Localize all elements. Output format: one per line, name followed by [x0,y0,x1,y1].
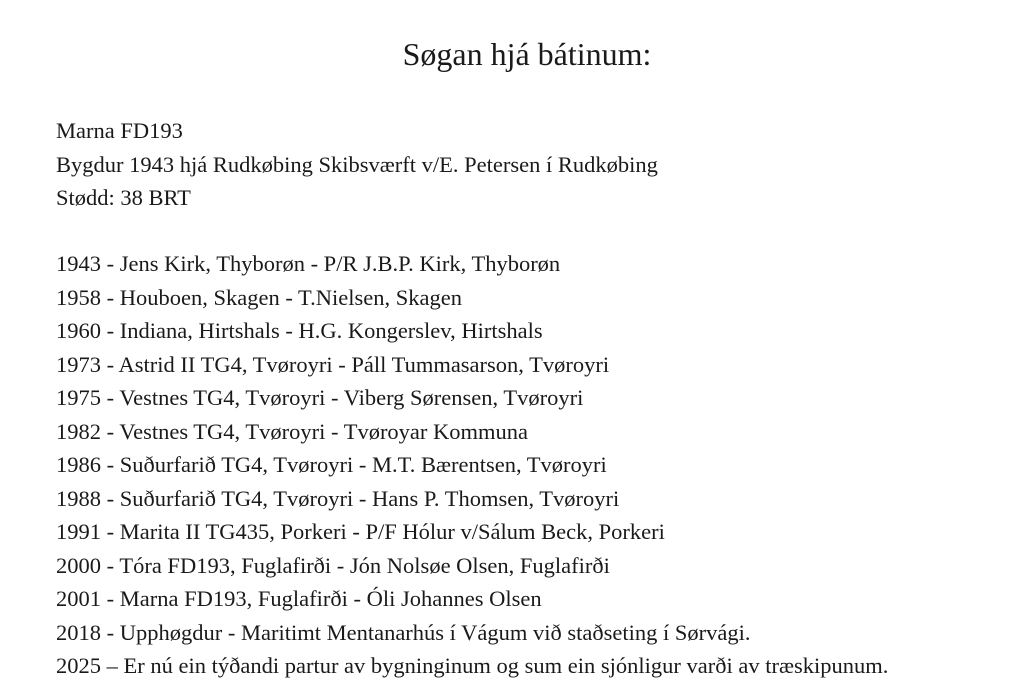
history-entry: 2025 – Er nú ein týðandi partur av bygninginum og sum ein sjónligur varði av træskipunum. [56,653,889,678]
history-entry: 1986 - Suðurfarið TG4, Tvøroyri - M.T. Bærentsen, Tvøroyri [56,452,607,477]
history-entry: 2018 - Upphøgdur - Maritimt Mentanarhús í Vágum við staðseting í Sørvági. [56,619,751,645]
boat-size: Stødd: 38 BRT [56,185,191,210]
history-entry: 2001 - Marna FD193, Fuglafirði - Óli Johannes Olsen [56,586,542,611]
history-entry: 1960 - Indiana, Hirtshals - H.G. Kongerslev, Hirtshals [56,318,543,343]
history-entry: 1943 - Jens Kirk, Thyborøn - P/R J.B.P. Kirk, Thyborøn [56,251,561,276]
ownership-history [56,247,888,683]
history-entry: 1982 - Vestnes TG4, Tvøroyri - Tvøroyar Kommuna [56,418,529,444]
history-entry: 2000 - Tóra FD193, Fuglafirði - Jón Nolsøe Olsen, Fuglafirði [56,552,610,578]
boat-info [56,114,658,215]
boat-build-info: Bygdur 1943 hjá Rudkøbing Skibsværft v/E. Petersen í Rudkøbing [56,151,658,177]
history-entry: 1958 - Houboen, Skagen - T.Nielsen, Skagen [56,284,462,310]
boat-name: Marna FD193 [56,118,183,143]
page-title: Søgan hjá bátinum: [402,36,652,72]
history-entry: 1991 - Marita II TG435, Porkeri - P/F Hólur v/Sálum Beck, Porkeri [56,519,665,544]
history-entry: 1973 - Astrid II TG4, Tvøroyri - Páll Tummasarson, Tvøroyri [56,351,610,377]
history-entry: 1988 - Suðurfarið TG4, Tvøroyri - Hans P. Thomsen, Tvøroyri [56,485,620,511]
history-entry: 1975 - Vestnes TG4, Tvøroyri - Viberg Sørensen, Tvøroyri [56,385,584,410]
